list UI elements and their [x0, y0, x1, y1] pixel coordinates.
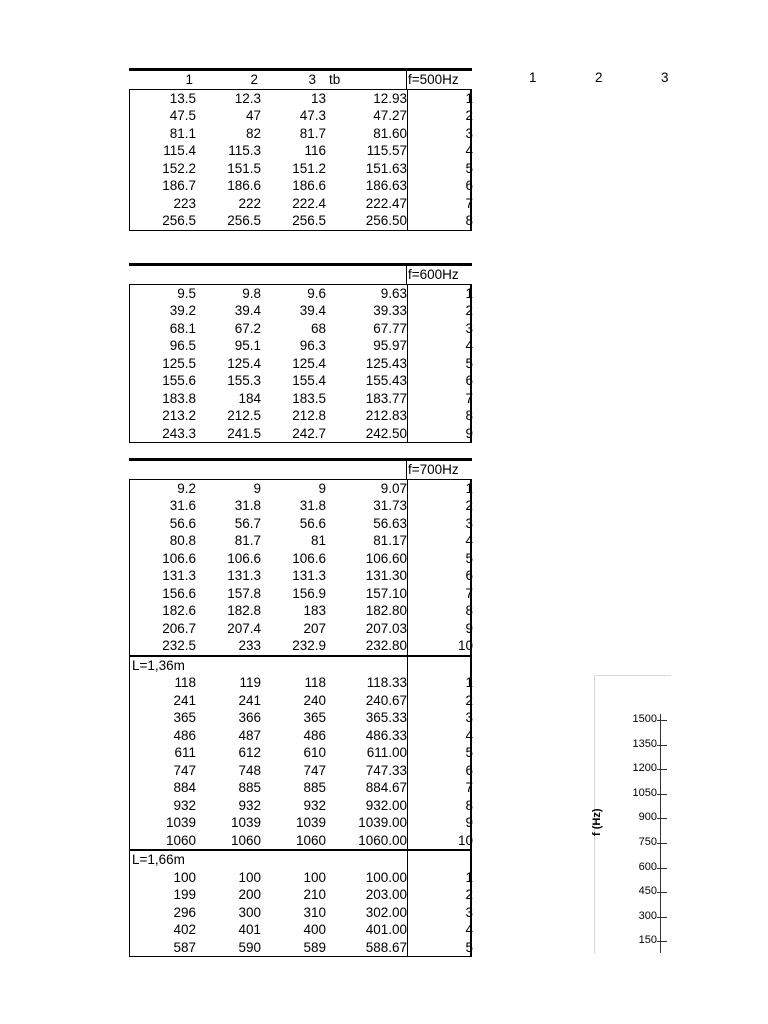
table-body: [129, 89, 472, 231]
cell-col-1: 9.5: [177, 285, 196, 301]
cell-col-3: 9: [318, 480, 326, 496]
cell-col-4: 31.73: [373, 498, 407, 513]
cell-col-4: 302.00: [365, 904, 407, 920]
cell-col-2: 9: [253, 480, 261, 496]
cell-col-1: 81.1: [169, 125, 196, 141]
cell-col-1: 611: [174, 745, 196, 760]
cell-col-3: 932: [303, 797, 326, 813]
cell-col-3: 210: [303, 887, 326, 902]
cell-col-2: 155.3: [227, 373, 261, 388]
table-body: [129, 479, 472, 958]
cell-col-4: 1039.00: [358, 815, 407, 830]
cell-col-1: 243.3: [162, 425, 196, 441]
cell-col-3: 56.6: [299, 515, 326, 531]
cell-col-3: 155.4: [292, 373, 326, 388]
cell-col-5: 4: [465, 727, 473, 743]
cell-col-4: 157.10: [365, 585, 407, 601]
cell-col-1: 9.2: [177, 480, 196, 496]
cell-col-5: 4: [465, 338, 473, 353]
cell-col-2: 366: [238, 710, 261, 725]
cell-col-1: 106.6: [162, 550, 196, 566]
table-row: [130, 567, 473, 585]
cell-col-5: 1: [465, 869, 473, 885]
cell-col-2: 401: [238, 922, 261, 937]
cell-col-5: 5: [465, 745, 473, 760]
cell-col-4: 183.77: [365, 390, 407, 406]
column-number-1: 1: [529, 70, 537, 85]
cell-col-4: 106.60: [365, 550, 407, 566]
cell-col-3: 81: [310, 533, 326, 548]
cell-col-3: 131.3: [292, 568, 326, 583]
cell-col-2: 125.4: [227, 355, 261, 371]
cell-col-1: 241: [173, 692, 196, 708]
table-row: [130, 762, 473, 780]
cell-col-2: 222: [238, 195, 261, 211]
cell-col-5: 7: [465, 585, 473, 601]
cell-col-3: 81.7: [299, 125, 326, 141]
cell-col-4: 9.63: [380, 285, 407, 301]
cell-col-4: 81.17: [373, 533, 407, 548]
section-label: L=1,66m: [132, 852, 185, 867]
cell-col-5: 10: [457, 638, 473, 653]
cell-col-1: 56.6: [169, 515, 196, 531]
cell-col-2: 207.4: [227, 620, 261, 636]
cell-col-1: 256.5: [162, 213, 196, 228]
cell-col-3: 125.4: [292, 355, 326, 371]
y-tick-mark: [657, 794, 667, 795]
cell-col-1: 486: [173, 727, 196, 743]
y-tick-label: 1200: [632, 762, 657, 775]
cell-col-5: 5: [465, 550, 473, 566]
table-header: [129, 68, 472, 89]
cell-col-1: 131.3: [162, 568, 196, 583]
y-tick-label: 300: [638, 909, 657, 922]
cell-col-1: 68.1: [169, 320, 196, 336]
table-row: [130, 425, 473, 443]
cell-col-2: 1060: [230, 832, 261, 848]
y-tick-mark: [657, 720, 667, 721]
cell-col-1: 206.7: [162, 620, 196, 636]
cell-col-5: 8: [465, 213, 473, 228]
table-row: [130, 674, 473, 692]
table-row: [130, 709, 473, 727]
cell-col-1: 96.5: [169, 338, 196, 353]
table-row: [130, 886, 473, 904]
frequency-label: f=600Hz: [408, 267, 459, 282]
y-tick-label: 1500: [632, 713, 657, 725]
cell-col-2: 1039: [230, 815, 261, 830]
cell-col-4: 588.67: [365, 939, 407, 955]
cell-col-3: 96.3: [299, 338, 326, 353]
cell-col-1: 80.8: [169, 533, 196, 548]
cell-col-3: 486: [303, 727, 326, 743]
table-row: [130, 515, 473, 533]
cell-col-1: 47.5: [169, 108, 196, 123]
cell-col-5: 6: [465, 373, 473, 388]
cell-col-5: 1: [465, 675, 473, 690]
cell-col-4: 100.00: [365, 869, 407, 885]
cell-col-4: 155.43: [365, 373, 407, 388]
cell-col-2: 182.8: [227, 603, 261, 618]
cell-col-4: 240.67: [365, 692, 407, 708]
cell-col-3: 256.5: [292, 213, 326, 228]
section-l166: [130, 849, 470, 869]
table-row: [130, 620, 473, 638]
table-row: [130, 195, 473, 213]
cell-col-4: 932.00: [365, 797, 407, 813]
cell-col-5: 6: [465, 178, 473, 193]
cell-col-3: 310: [303, 904, 326, 920]
cell-col-1: 100: [173, 869, 196, 885]
frequency-chart: [591, 675, 671, 953]
table-row: [130, 125, 473, 143]
cell-col-4: 9.07: [380, 480, 407, 496]
header-col-2: 2: [250, 72, 258, 87]
y-tick-mark: [657, 843, 667, 844]
cell-col-2: 256.5: [227, 213, 261, 228]
cell-col-4: 401.00: [365, 922, 407, 937]
table-row: [130, 302, 473, 320]
cell-col-5: 9: [465, 620, 473, 636]
cell-col-3: 186.6: [292, 178, 326, 193]
cell-col-4: 118.33: [366, 675, 407, 690]
cell-col-4: 486.33: [365, 727, 407, 743]
cell-col-2: 9.8: [242, 285, 261, 301]
cell-col-3: 39.4: [299, 303, 326, 318]
cell-col-1: 118: [174, 675, 196, 690]
y-tick-label: 600: [638, 860, 657, 873]
cell-col-2: 233: [238, 638, 261, 653]
cell-col-3: 68: [310, 320, 326, 336]
y-tick-mark: [657, 868, 667, 869]
table-row: [130, 939, 473, 957]
table-row: [130, 480, 473, 498]
cell-col-4: 203.00: [365, 887, 407, 902]
y-tick-label: 900: [638, 811, 657, 824]
cell-col-2: 590: [238, 939, 261, 955]
cell-col-5: 1: [465, 480, 473, 496]
cell-col-4: 151.63: [365, 160, 407, 176]
cell-col-2: 151.5: [227, 160, 261, 176]
cell-col-4: 212.83: [365, 408, 407, 423]
cell-col-5: 8: [465, 408, 473, 423]
table-row: [130, 160, 473, 178]
header-col-1: 1: [185, 72, 193, 87]
cell-col-1: 365: [173, 710, 196, 725]
cell-col-1: 1039: [165, 815, 196, 830]
cell-col-3: 116: [304, 143, 326, 158]
cell-col-5: 3: [465, 515, 473, 531]
y-tick-label: 450: [638, 885, 657, 898]
table-row: [130, 497, 473, 515]
cell-col-4: 47.27: [373, 108, 407, 123]
cell-col-2: 241.5: [227, 425, 261, 441]
cell-col-2: 31.8: [234, 498, 261, 513]
cell-col-5: 2: [465, 108, 473, 123]
cell-col-5: 3: [465, 320, 473, 336]
table-row: [130, 637, 473, 655]
cell-col-4: 115.57: [366, 143, 407, 158]
cell-col-1: 296: [173, 904, 196, 920]
table-header: [129, 458, 472, 479]
cell-col-5: 1: [465, 285, 473, 301]
frequency-label: f=700Hz: [408, 462, 459, 477]
cell-col-2: 748: [238, 762, 261, 778]
cell-col-4: 242.50: [365, 425, 407, 441]
cell-col-3: 242.7: [292, 425, 326, 441]
header-col-3: 3: [308, 72, 316, 87]
cell-col-5: 3: [465, 125, 473, 141]
cell-col-1: 115.4: [163, 143, 196, 158]
cell-col-3: 610: [303, 745, 326, 760]
table-row: [130, 585, 473, 603]
cell-col-3: 885: [303, 780, 326, 795]
cell-col-3: 106.6: [292, 550, 326, 566]
table-row: [130, 90, 473, 108]
cell-col-5: 10: [457, 832, 473, 848]
cell-col-3: 9.6: [307, 285, 326, 301]
cell-col-2: 612: [238, 745, 261, 760]
table-row: [130, 692, 473, 710]
cell-col-3: 400: [303, 922, 326, 937]
table-row: [130, 532, 473, 550]
y-tick-mark: [657, 745, 667, 746]
table-row: [130, 921, 473, 939]
cell-col-2: 81.7: [234, 533, 261, 548]
y-tick-label: 1350: [632, 737, 657, 750]
cell-col-1: 182.6: [162, 603, 196, 618]
cell-col-1: 223: [173, 195, 196, 211]
cell-col-5: 7: [465, 390, 473, 406]
section-l136: [130, 655, 470, 675]
cell-col-5: 7: [465, 195, 473, 211]
cell-col-2: 131.3: [227, 568, 261, 583]
y-tick-label: 1050: [632, 786, 657, 799]
section-label: L=1,36m: [132, 657, 185, 673]
cell-col-1: 155.6: [162, 373, 196, 388]
cell-col-4: 222.47: [365, 195, 407, 211]
y-tick-mark: [657, 769, 667, 770]
cell-col-4: 186.63: [365, 178, 407, 193]
cell-col-5: 4: [465, 533, 473, 548]
cell-col-5: 8: [465, 797, 473, 813]
cell-col-4: 232.80: [365, 638, 407, 653]
table-row: [130, 904, 473, 922]
cell-col-3: 183.5: [292, 390, 326, 406]
header-col-tb: tb: [329, 72, 341, 87]
table-row: [130, 744, 473, 762]
cell-col-4: 12.93: [373, 90, 407, 106]
cell-col-5: 2: [465, 303, 473, 318]
cell-col-3: 13: [310, 90, 326, 106]
table-body: [129, 284, 472, 444]
table-row: [130, 285, 473, 303]
cell-col-2: 47: [245, 108, 261, 123]
cell-col-4: 207.03: [365, 620, 407, 636]
cell-col-3: 156.9: [292, 585, 326, 601]
table-row: [130, 372, 473, 390]
cell-col-2: 106.6: [227, 550, 261, 566]
cell-col-2: 241: [238, 692, 261, 708]
cell-col-3: 240: [303, 692, 326, 708]
table-row: [130, 320, 473, 338]
table-row: [130, 337, 473, 355]
cell-col-5: 9: [465, 815, 473, 830]
cell-col-5: 2: [465, 887, 473, 902]
table-row: [130, 355, 473, 373]
cell-col-3: 151.2: [292, 160, 326, 176]
table-row: [130, 797, 473, 815]
cell-col-3: 589: [303, 939, 326, 955]
cell-col-1: 31.6: [169, 498, 196, 513]
y-tick-mark: [657, 892, 667, 893]
cell-col-5: 6: [465, 568, 473, 583]
cell-col-3: 207: [303, 620, 326, 636]
cell-col-2: 300: [238, 904, 261, 920]
cell-col-3: 212.8: [292, 408, 326, 423]
cell-col-2: 95.1: [234, 338, 261, 353]
table-row: [130, 407, 473, 425]
cell-col-4: 56.63: [373, 515, 407, 531]
table-row: [130, 212, 473, 230]
table-row: [130, 814, 473, 832]
cell-col-3: 747: [303, 762, 326, 778]
table-row: [130, 727, 473, 745]
cell-col-2: 119: [239, 675, 261, 690]
table-row: [130, 550, 473, 568]
cell-col-5: 2: [465, 692, 473, 708]
cell-col-4: 95.97: [373, 338, 407, 353]
table-600hz: [129, 263, 472, 443]
cell-col-2: 100: [238, 869, 261, 885]
y-tick-label: 750: [638, 836, 657, 848]
cell-col-4: 256.50: [365, 213, 407, 228]
cell-col-5: 9: [465, 425, 473, 441]
cell-col-2: 885: [238, 780, 261, 795]
table-row: [130, 779, 473, 797]
table-row: [130, 390, 473, 408]
cell-col-4: 131.30: [365, 568, 407, 583]
cell-col-2: 186.6: [227, 178, 261, 193]
cell-col-5: 5: [465, 939, 473, 955]
cell-col-2: 184: [238, 390, 261, 406]
cell-col-5: 8: [465, 603, 473, 618]
cell-col-2: 12.3: [234, 90, 261, 106]
y-tick-label: 150: [638, 934, 657, 947]
cell-col-5: 7: [465, 780, 473, 795]
column-number-2: 2: [595, 70, 603, 85]
cell-col-1: 232.5: [162, 638, 196, 653]
cell-col-5: 3: [465, 904, 473, 920]
cell-col-1: 402: [173, 922, 196, 937]
y-tick-mark: [657, 818, 667, 819]
cell-col-4: 747.33: [365, 762, 407, 778]
cell-col-4: 884.67: [365, 780, 407, 795]
table-row: [130, 832, 473, 850]
table-row: [130, 142, 473, 160]
cell-col-4: 611.00: [366, 745, 407, 760]
cell-col-5: 1: [465, 90, 473, 106]
cell-col-5: 6: [465, 762, 473, 778]
table-700hz: [129, 458, 472, 957]
cell-col-2: 932: [238, 797, 261, 813]
cell-col-1: 199: [173, 887, 196, 902]
cell-col-2: 487: [238, 727, 261, 743]
table-row: [130, 177, 473, 195]
cell-col-5: 2: [465, 498, 473, 513]
cell-col-1: 125.5: [162, 355, 196, 371]
cell-col-3: 183: [303, 603, 326, 618]
frequency-label: f=500Hz: [408, 72, 459, 87]
cell-col-1: 1060: [165, 832, 196, 848]
table-row: [130, 869, 473, 887]
cell-col-3: 100: [303, 869, 326, 885]
cell-col-1: 884: [173, 780, 196, 795]
y-axis-label: f (Hz): [591, 808, 603, 836]
cell-col-4: 125.43: [365, 355, 407, 371]
column-number-3: 3: [661, 70, 669, 85]
cell-col-3: 31.8: [299, 498, 326, 513]
cell-col-3: 365: [303, 710, 326, 725]
cell-col-1: 747: [173, 762, 196, 778]
cell-col-5: 4: [465, 143, 473, 158]
cell-col-3: 232.9: [292, 638, 326, 653]
table-row: [130, 602, 473, 620]
cell-col-3: 1060: [295, 832, 326, 848]
cell-col-5: 5: [465, 355, 473, 371]
cell-col-3: 118: [304, 675, 326, 690]
cell-col-1: 183.8: [162, 390, 196, 406]
cell-col-1: 152.2: [162, 160, 196, 176]
cell-col-4: 1060.00: [358, 832, 407, 848]
y-tick-mark: [657, 917, 667, 918]
cell-col-2: 82: [245, 125, 261, 141]
cell-col-1: 39.2: [169, 303, 196, 318]
table-header: [129, 263, 472, 284]
cell-col-5: 4: [465, 922, 473, 937]
cell-col-1: 13.5: [169, 90, 196, 106]
cell-col-3: 222.4: [292, 195, 326, 211]
cell-col-4: 39.33: [373, 303, 407, 318]
cell-col-4: 67.77: [373, 320, 407, 336]
cell-col-2: 39.4: [234, 303, 261, 318]
cell-col-3: 1039: [295, 815, 326, 830]
cell-col-4: 81.60: [373, 125, 407, 141]
y-tick-mark: [657, 941, 667, 942]
cell-col-5: 5: [465, 160, 473, 176]
cell-col-2: 157.8: [227, 585, 261, 601]
cell-col-1: 186.7: [162, 178, 196, 193]
cell-col-1: 587: [173, 939, 196, 955]
table-row: [130, 107, 473, 125]
table-500hz: [129, 68, 472, 231]
cell-col-5: 3: [465, 710, 473, 725]
cell-col-2: 212.5: [227, 408, 261, 423]
cell-col-4: 182.80: [365, 603, 407, 618]
cell-col-2: 200: [238, 887, 261, 902]
cell-col-1: 156.6: [162, 585, 196, 601]
cell-col-2: 56.7: [234, 515, 261, 531]
cell-col-1: 213.2: [162, 408, 196, 423]
cell-col-2: 67.2: [234, 320, 261, 336]
cell-col-1: 932: [173, 797, 196, 813]
cell-col-2: 115.3: [228, 143, 261, 158]
cell-col-3: 47.3: [299, 108, 326, 123]
cell-col-4: 365.33: [365, 710, 407, 725]
